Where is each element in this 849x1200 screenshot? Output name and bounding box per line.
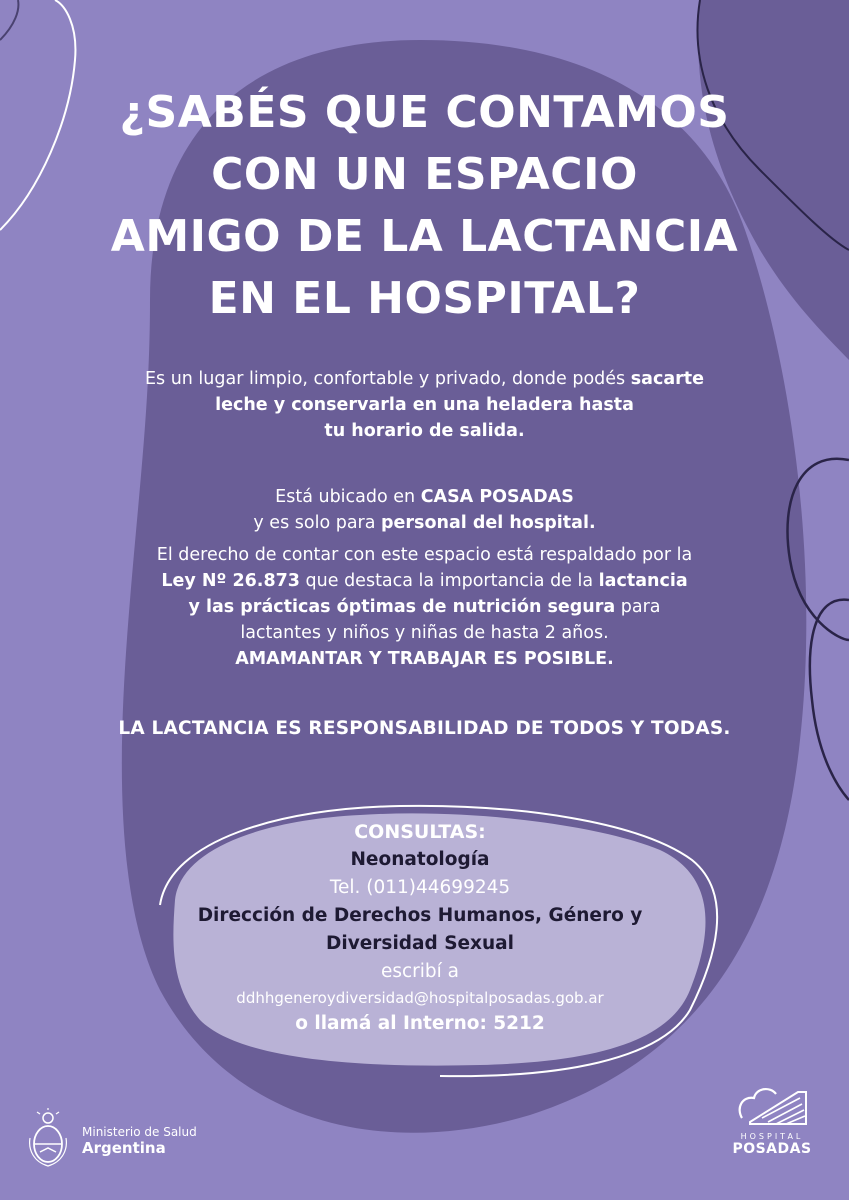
text-normal: y es solo para	[253, 513, 382, 533]
title-line: ¿SABÉS QUE CONTAMOS	[119, 87, 730, 138]
text-bold: sacarte	[630, 369, 705, 389]
paragraph-line	[80, 594, 769, 620]
location-paragraph	[80, 484, 769, 536]
text-bold: personal del hospital.	[381, 513, 596, 533]
title-line: EN EL HOSPITAL?	[208, 273, 641, 324]
contact-email-link[interactable]: ddhhgeneroydiversidad@hospitalposadas.gob.ar	[236, 989, 604, 1007]
contact-internal-phone[interactable]: o llamá al Interno: 5212	[295, 1013, 545, 1034]
ministry-name: Ministerio de Salud	[82, 1125, 197, 1139]
contact-title: CONSULTAS:	[354, 821, 486, 843]
decorative-curve-top-left-2	[0, 0, 18, 40]
paragraph-line	[80, 484, 769, 510]
slogan: LA LACTANCIA ES RESPONSABILIDAD DE TODOS Y TODAS.	[118, 718, 731, 739]
contact-phone[interactable]: Tel. (011)44699245	[329, 877, 511, 898]
contact-write: escribí a	[380, 961, 460, 982]
text-normal: Está ubicado en	[275, 487, 421, 507]
hospital-logo	[724, 1078, 820, 1170]
hospital-building-icon	[732, 1078, 812, 1130]
ministry-logo	[26, 1108, 226, 1172]
contact-block	[150, 818, 690, 1038]
contact-dept-ddhh-line2: Diversidad Sexual	[326, 933, 514, 954]
hospital-label-small: HOSPITAL	[740, 1132, 804, 1141]
title-line: CON UN ESPACIO	[211, 149, 638, 200]
paragraph-line: AMAMANTAR Y TRABAJAR ES POSIBLE.	[235, 649, 614, 669]
paragraph-line: lactantes y niños y niñas de hasta 2 años.	[240, 623, 609, 643]
text-bold: lactancia	[598, 571, 688, 591]
text-normal: para	[615, 597, 661, 617]
law-paragraph	[80, 542, 769, 672]
hospital-label-big: POSADAS	[732, 1141, 812, 1157]
coat-of-arms-icon	[26, 1108, 70, 1168]
title-line: AMIGO DE LA LACTANCIA	[110, 211, 739, 262]
page-title	[0, 82, 849, 330]
text-normal: que destaca la importancia de la	[299, 571, 599, 591]
ministry-country: Argentina	[82, 1139, 166, 1157]
text-bold: CASA POSADAS	[420, 487, 574, 507]
contact-dept-ddhh-line1: Dirección de Derechos Humanos, Género y	[197, 905, 643, 926]
paragraph-line: tu horario de salida.	[324, 421, 525, 441]
contact-dept-neonatologia: Neonatología	[350, 849, 490, 870]
paragraph-line	[80, 366, 769, 392]
text-bold: Ley Nº 26.873	[161, 571, 300, 591]
text-bold: y las prácticas óptimas de nutrición segura	[188, 597, 616, 617]
paragraph-line: leche y conservarla en una heladera hasta	[215, 395, 634, 415]
paragraph-line	[80, 510, 769, 536]
ministry-text	[82, 1124, 197, 1156]
paragraph-line: El derecho de contar con este espacio está respaldado por la	[156, 545, 693, 565]
description-paragraph	[80, 366, 769, 444]
paragraph-line	[80, 568, 769, 594]
text-normal: Es un lugar limpio, confortable y privado, donde podés	[144, 369, 631, 389]
